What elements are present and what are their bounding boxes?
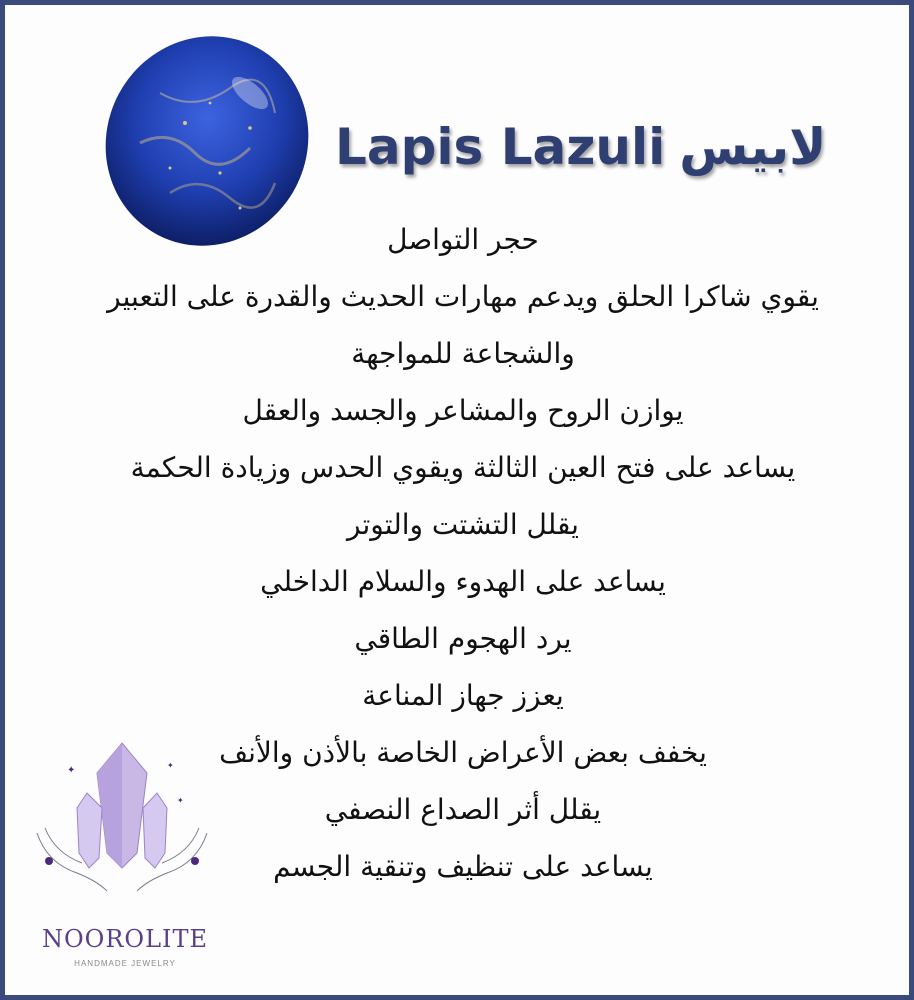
title-arabic: لابيس	[679, 118, 827, 176]
svg-text:✦: ✦	[67, 765, 76, 776]
list-item: يساعد على الهدوء والسلام الداخلي	[260, 565, 666, 598]
page-title	[335, 107, 835, 187]
list-item: والشجاعة للمواجهة	[351, 337, 575, 370]
list-item: يساعد على تنظيف وتنقية الجسم	[273, 850, 653, 883]
svg-text:✦: ✦	[177, 796, 184, 805]
list-item: حجر التواصل	[387, 223, 539, 256]
list-item: يوازن الروح والمشاعر والجسد والعقل	[242, 394, 684, 427]
list-item: يقلل التشتت والتوتر	[347, 508, 579, 541]
list-item: يساعد على فتح العين الثالثة ويقوي الحدس وزيادة الحكمة	[130, 451, 796, 484]
list-item: يرد الهجوم الطاقي	[354, 622, 572, 655]
list-item: يقلل أثر الصداع النصفي	[324, 793, 602, 826]
list-item: يخفف بعض الأعراض الخاصة بالأذن والأنف	[219, 736, 707, 769]
crystal-hands-logo-icon	[27, 733, 217, 893]
svg-text:✦: ✦	[167, 761, 174, 770]
brand-name: NOOROLITE	[41, 925, 209, 953]
list-item: يعزز جهاز المناعة	[362, 679, 564, 712]
brand-tagline: HANDMADE JEWELRY	[74, 959, 176, 968]
title-latin: Lapis Lazuli	[335, 118, 666, 176]
list-item: يقوي شاكرا الحلق ويدعم مهارات الحديث والقدرة على التعبير	[107, 280, 819, 313]
